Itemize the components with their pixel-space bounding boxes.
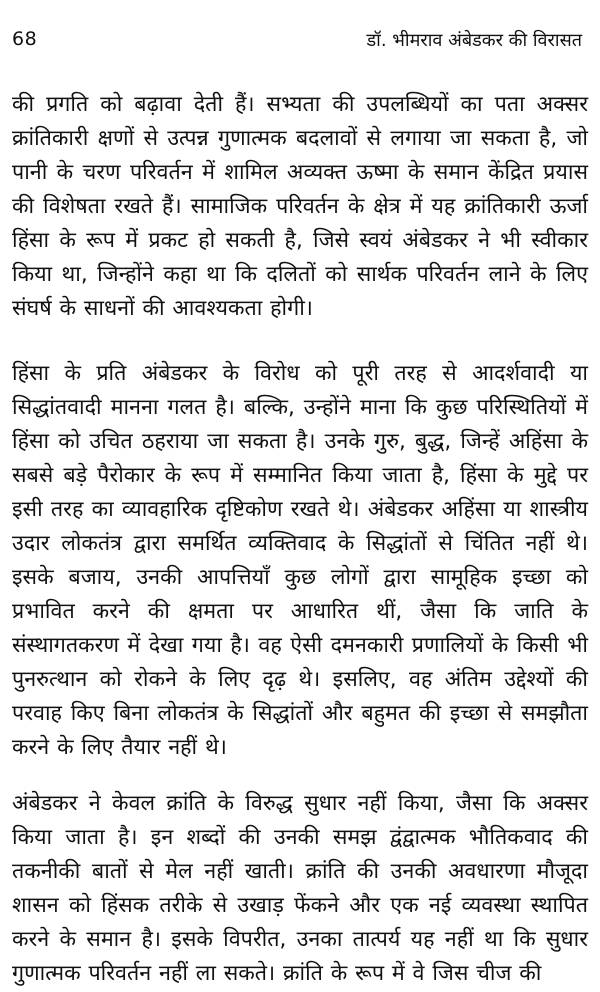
paragraph-2: हिंसा के प्रति अंबेडकर के विरोध को पूरी तरह से आदर्शवादी या सिद्धांतवादी मानना गलत है। बल्कि, उन्होंने माना कि कुछ परिस्थितियों में हिंसा को उचित ठहराया जा सकता है। उनके गुरु, बुद्ध, जिन्हें अहिंसा के सबसे बड़े पैरोकार के रूप में सम्मानित किया जाता है, हिंसा के मुद्दे पर इसी तरह का व्यावहारिक दृष्टिकोण रखते थे। अंबेडकर अहिंसा या शास्त्रीय उदार लोकतंत्र द्वारा समर्थित व्यक्तिवाद के सिद्धांतों से चिंतित नहीं थे। इसके बजाय, उनकी आपत्तियाँ कुछ लोगों द्वारा सामूहिक इच्छा को प्रभावित करने की क्षमता पर आधारित थीं, जैसा कि जाति के संस्थागतकरण में देखा गया है। वह ऐसी दमनकारी प्रणालियों के किसी भी पुनरुत्थान को रोकने के लिए दृढ़ थे। इसलिए, वह अंतिम उद्देश्यों की परवाह किए बिना लोकतंत्र के सिद्धांतों और बहुमत की इच्छा से समझौता करने के लिए तैयार नहीं थे। bbox=[12, 361, 588, 760]
running-title: डॉ. भीमराव अंबेडकर की विरासत bbox=[366, 30, 582, 51]
paragraph-3: अंबेडकर ने केवल क्रांति के विरुद्ध सुधार नहीं किया, जैसा कि अक्सर किया जाता है। इन शब्दों की उनकी समझ द्वंद्वात्मक भौतिकवाद की तकनीकी बातों से मेल नहीं खाती। क्रांति की उनकी अवधारणा मौजूदा शासन को हिंसक तरीके से उखाड़ फेंकने और एक नई व्यवस्था स्थापित करने के समान है। इसके विपरीत, उनका तात्पर्य यह नहीं था कि सुधार गुणात्मक परिवर्तन नहीं ला सकते। क्रांति के रूप में वे जिस चीज की bbox=[12, 791, 588, 986]
page-number: 68 bbox=[12, 28, 38, 50]
page-header bbox=[0, 28, 600, 58]
paragraph-1: की प्रगति को बढ़ावा देती हैं। सभ्यता की उपलब्धियों का पता अक्सर क्रांतिकारी क्षणों से उत्पन्न गुणात्मक बदलावों से लगाया जा सकता है, जो पानी के चरण परिवर्तन में शामिल अव्यक्त ऊष्मा के समान केंद्रित प्रयास की विशेषता रखते हैं। सामाजिक परिवर्तन के क्षेत्र में यह क्रांतिकारी ऊर्जा हिंसा के रूप में प्रकट हो सकती है, जिसे स्वयं अंबेडकर ने भी स्वीकार किया था, जिन्होंने कहा था कि दलितों को सार्थक परिवर्तन लाने के लिए संघर्ष के साधनों की आवश्यकता होगी। bbox=[12, 92, 588, 321]
